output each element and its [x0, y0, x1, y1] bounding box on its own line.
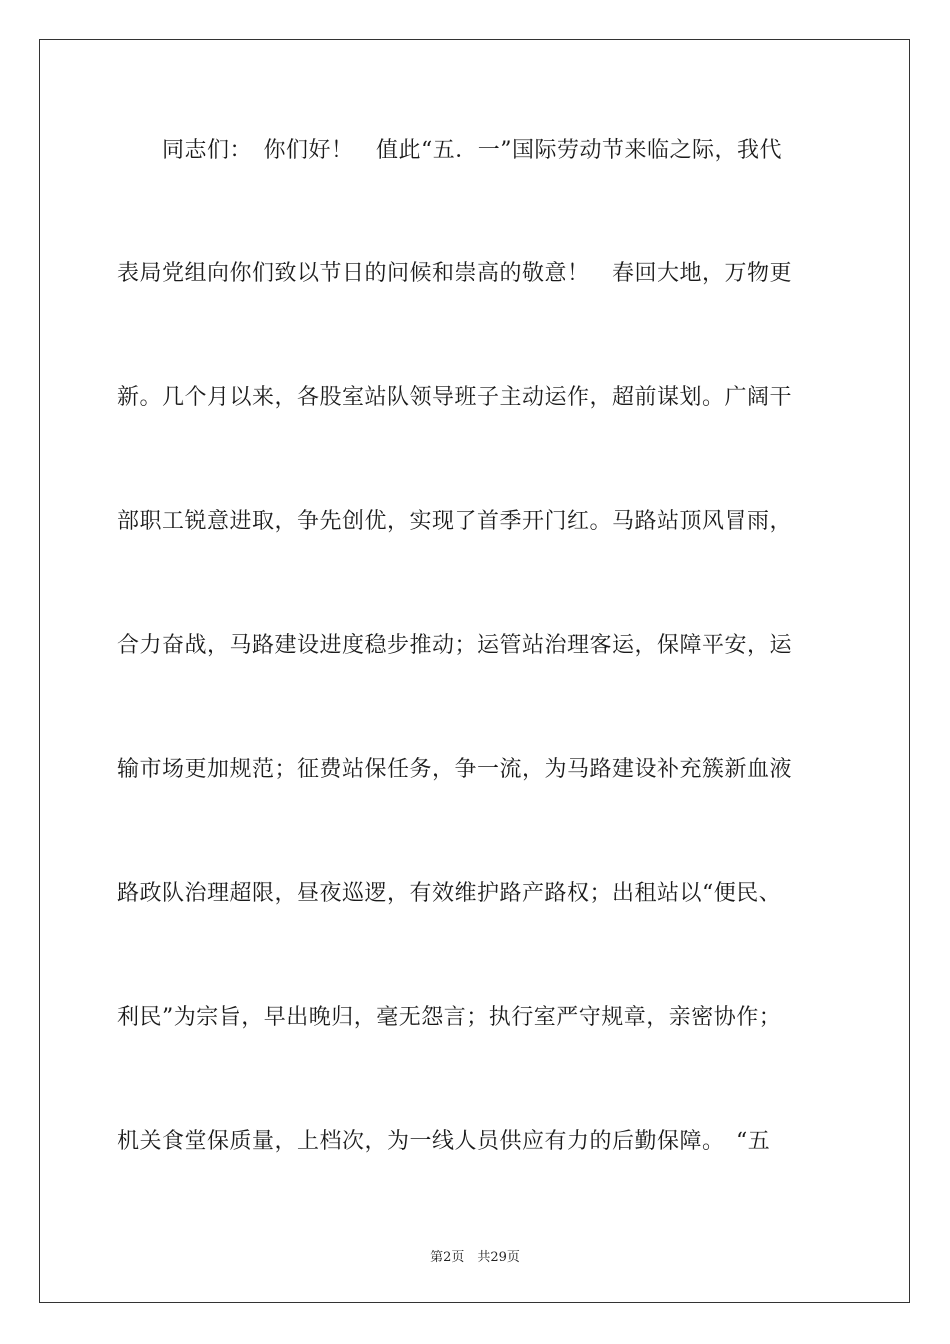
text-line: 部职工锐意进取，争先创优，实现了首季开门红。马路站顶风冒雨，: [117, 509, 793, 534]
text-line: 机关食堂保质量，上档次，为一线人员供应有力的后勤保障。 “五: [117, 1129, 771, 1154]
text-line: 表局党组向你们致以节日的问候和崇高的敬意！ 春回大地，万物更: [117, 261, 793, 286]
text-line: 新。几个月以来，各股室站队领导班子主动运作，超前谋划。广阔干: [117, 385, 793, 410]
text-line: 合力奋战，马路建设进度稳步推动；运管站治理客运，保障平安，运: [117, 633, 793, 658]
text-line: 路政队治理超限，昼夜巡逻，有效维护路产路权；出租站以“便民、: [117, 881, 782, 906]
text-line: 利民”为宗旨，早出晚归，毫无怨言；执行室严守规章，亲密协作；: [117, 1005, 782, 1030]
text-line: 输市场更加规范；征费站保任务，争一流，为马路建设补充簇新血液: [117, 757, 793, 782]
text-line: 同志们： 你们好！ 值此“五．一”国际劳动节来临之际，我代: [117, 138, 782, 163]
page-border: [39, 39, 910, 1303]
page-number-footer: 第2页 共29页: [430, 1250, 520, 1265]
